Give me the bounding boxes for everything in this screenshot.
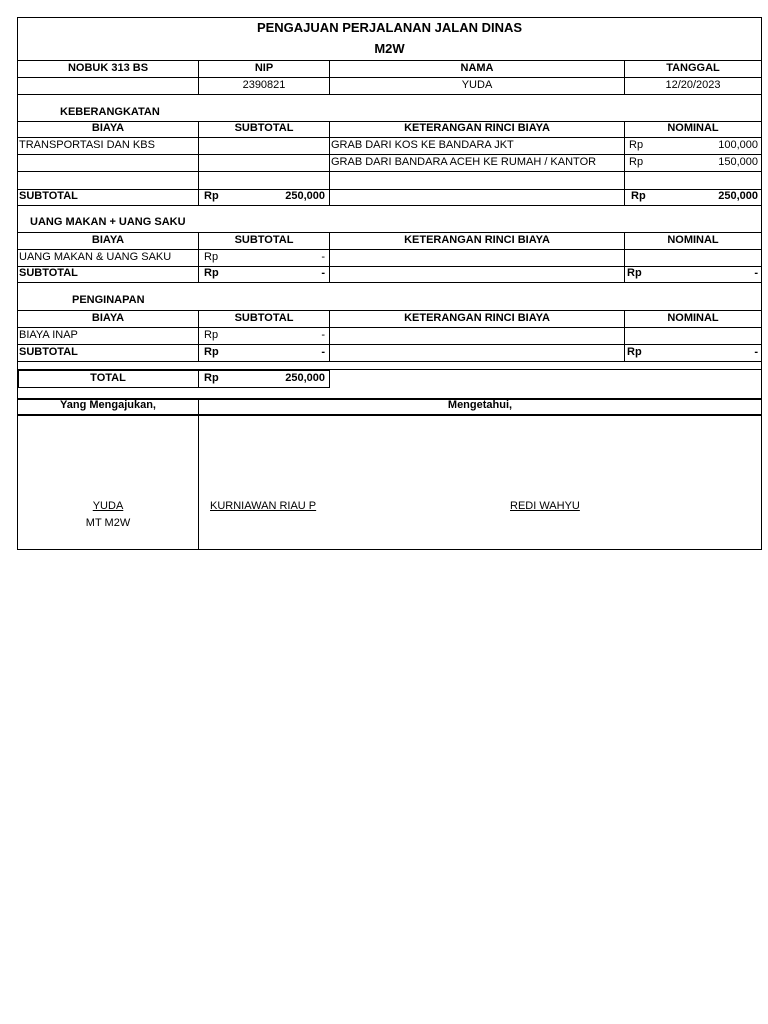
divider	[198, 398, 199, 550]
nominal-header: NOMINAL	[667, 312, 719, 324]
divider	[18, 327, 761, 328]
proposer-label: Yang Mengajukan,	[60, 399, 156, 411]
total-value: 250,000	[285, 372, 325, 384]
currency-label: Rp	[627, 267, 642, 279]
divider	[18, 344, 761, 345]
detail-amount-2: 150,000	[718, 156, 758, 168]
subtotal-header: SUBTOTAL	[234, 122, 294, 134]
divider	[18, 60, 761, 61]
currency-label: Rp	[204, 372, 219, 384]
currency-label: Rp	[629, 156, 644, 168]
biaya-inap-item: BIAYA INAP	[19, 329, 78, 341]
divider	[18, 171, 761, 172]
penginapan-subtotal-label: SUBTOTAL	[19, 346, 78, 358]
approver-2-name: REDI WAHYU	[510, 500, 580, 512]
divider	[18, 361, 761, 362]
form-subtitle: M2W	[374, 41, 405, 56]
approver-label: Mengetahui,	[447, 399, 513, 411]
keterangan-header: KETERANGAN RINCI BIAYA	[404, 122, 550, 134]
tanggal-header: TANGGAL	[666, 62, 720, 74]
tanggal-value: 12/20/2023	[665, 79, 721, 91]
travel-request-form	[17, 17, 762, 550]
detail-line-1: GRAB DARI KOS KE BANDARA JKT	[331, 139, 514, 151]
biaya-inap-item-value: -	[321, 329, 325, 341]
keterangan-header: KETERANGAN RINCI BIAYA	[404, 312, 550, 324]
proposer-name: YUDA	[92, 500, 124, 512]
uang-makan-item: UANG MAKAN & UANG SAKU	[19, 251, 172, 263]
penginapan-title: PENGINAPAN	[72, 294, 145, 306]
currency-label: Rp	[627, 346, 642, 358]
divider	[18, 77, 761, 78]
divider	[18, 154, 761, 155]
divider	[18, 249, 761, 250]
divider	[18, 414, 761, 416]
uang-makan-subtotal-label: SUBTOTAL	[19, 267, 78, 279]
divider	[18, 137, 761, 138]
nobuk-header: NOBUK 313 BS	[67, 62, 149, 74]
divider	[18, 266, 761, 267]
divider	[18, 232, 761, 233]
transport-item: TRANSPORTASI DAN KBS	[19, 139, 155, 151]
currency-label: Rp	[204, 251, 219, 263]
currency-label: Rp	[204, 190, 219, 202]
uang-makan-title: UANG MAKAN + UANG SAKU	[30, 216, 186, 228]
divider	[18, 205, 761, 206]
divider	[18, 282, 761, 283]
biaya-header: BIAYA	[91, 312, 125, 324]
subtotal-header: SUBTOTAL	[234, 234, 294, 246]
nama-header: NAMA	[460, 62, 494, 74]
penginapan-subtotal-value: -	[321, 346, 325, 358]
divider	[18, 94, 761, 95]
nama-value: YUDA	[461, 79, 493, 91]
uang-makan-nominal-total: -	[754, 267, 758, 279]
nip-value: 2390821	[242, 79, 286, 91]
form-title: PENGAJUAN PERJALANAN JALAN DINAS	[256, 20, 523, 35]
keberangkatan-subtotal-label: SUBTOTAL	[19, 190, 78, 202]
currency-label: Rp	[631, 190, 646, 202]
total-label: TOTAL	[90, 372, 126, 384]
detail-amount-1: 100,000	[718, 139, 758, 151]
detail-line-2: GRAB DARI BANDARA ACEH KE RUMAH / KANTOR	[331, 156, 597, 168]
divider	[18, 310, 761, 311]
nip-header: NIP	[254, 62, 274, 74]
currency-label: Rp	[204, 267, 219, 279]
keberangkatan-title: KEBERANGKATAN	[60, 106, 160, 118]
keberangkatan-nominal-total: 250,000	[718, 190, 758, 202]
keberangkatan-subtotal-value: 250,000	[285, 190, 325, 202]
divider	[18, 189, 761, 190]
penginapan-nominal-total: -	[754, 346, 758, 358]
biaya-header: BIAYA	[91, 122, 125, 134]
nominal-header: NOMINAL	[667, 234, 719, 246]
nominal-header: NOMINAL	[667, 122, 719, 134]
currency-label: Rp	[204, 329, 219, 341]
currency-label: Rp	[204, 346, 219, 358]
currency-label: Rp	[629, 139, 644, 151]
approver-1-name: KURNIAWAN RIAU P	[210, 500, 317, 512]
uang-makan-item-value: -	[321, 251, 325, 263]
proposer-title: MT M2W	[85, 517, 131, 529]
keterangan-header: KETERANGAN RINCI BIAYA	[404, 234, 550, 246]
subtotal-header: SUBTOTAL	[234, 312, 294, 324]
biaya-header: BIAYA	[91, 234, 125, 246]
uang-makan-subtotal-value: -	[321, 267, 325, 279]
